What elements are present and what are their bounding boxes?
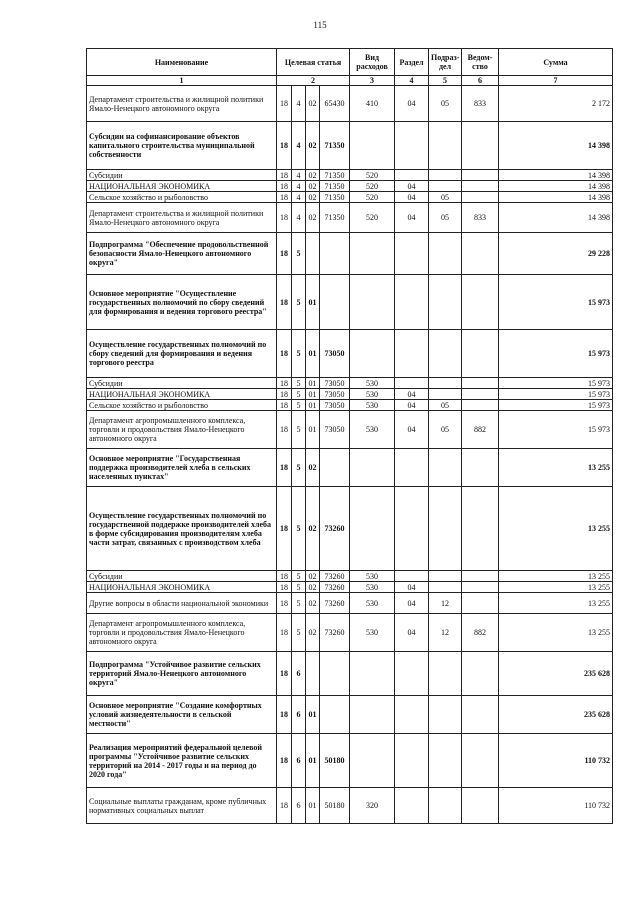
target-code-4: 73050	[320, 400, 350, 411]
target-code-1: 18	[277, 593, 292, 614]
target-code-2: 6	[292, 788, 306, 824]
subsection	[429, 233, 462, 275]
target-code-3: 01	[306, 734, 320, 788]
department-code	[462, 330, 499, 378]
target-code-4: 71350	[320, 192, 350, 203]
target-code-4	[320, 233, 350, 275]
column-number: 6	[462, 76, 499, 86]
row-name: Подпрограмма "Обеспечение продовольственной безопасности Ямало-Ненецкого автономного округа"	[87, 233, 277, 275]
section: 04	[395, 614, 429, 652]
target-code-4: 50180	[320, 788, 350, 824]
amount: 13 255	[499, 614, 613, 652]
expense-type	[350, 275, 395, 330]
target-code-4	[320, 275, 350, 330]
target-code-2: 5	[292, 330, 306, 378]
row-name: Департамент агропромышленного комплекса, торговли и продовольствия Ямало-Ненецкого автономного округа	[87, 614, 277, 652]
target-code-4: 65430	[320, 86, 350, 122]
target-code-4: 73260	[320, 614, 350, 652]
section	[395, 330, 429, 378]
department-code	[462, 275, 499, 330]
target-code-2: 5	[292, 614, 306, 652]
department-code: 833	[462, 203, 499, 233]
amount: 15 973	[499, 275, 613, 330]
row-name: Субсидии	[87, 378, 277, 389]
target-code-2: 6	[292, 696, 306, 734]
target-code-1: 18	[277, 571, 292, 582]
amount: 15 973	[499, 330, 613, 378]
amount: 15 973	[499, 411, 613, 449]
expense-type: 530	[350, 411, 395, 449]
table-row	[87, 330, 613, 378]
amount: 110 732	[499, 734, 613, 788]
target-code-3: 02	[306, 593, 320, 614]
table-row	[87, 571, 613, 582]
department-code	[462, 734, 499, 788]
amount: 2 172	[499, 86, 613, 122]
target-code-3: 02	[306, 582, 320, 593]
target-code-3: 01	[306, 330, 320, 378]
subsection	[429, 788, 462, 824]
target-code-3: 02	[306, 449, 320, 487]
target-code-2: 5	[292, 275, 306, 330]
subsection: 05	[429, 411, 462, 449]
department-code	[462, 652, 499, 696]
expense-type: 520	[350, 192, 395, 203]
budget-table	[86, 48, 613, 824]
expense-type	[350, 487, 395, 571]
department-code	[462, 788, 499, 824]
target-code-4: 73260	[320, 593, 350, 614]
target-code-2: 5	[292, 449, 306, 487]
target-code-2: 5	[292, 571, 306, 582]
amount: 14 398	[499, 192, 613, 203]
section	[395, 788, 429, 824]
target-code-1: 18	[277, 122, 292, 170]
amount: 15 973	[499, 378, 613, 389]
table-row	[87, 696, 613, 734]
department-code	[462, 582, 499, 593]
department-code	[462, 449, 499, 487]
table-row	[87, 582, 613, 593]
target-code-1: 18	[277, 330, 292, 378]
row-name: Основное мероприятие "Государственная поддержка производителей хлеба в сельских населенных пунктах"	[87, 449, 277, 487]
row-name: Сельское хозяйство и рыболовство	[87, 400, 277, 411]
department-code: 882	[462, 411, 499, 449]
subsection	[429, 389, 462, 400]
subsection: 05	[429, 86, 462, 122]
department-code	[462, 378, 499, 389]
expense-type: 530	[350, 614, 395, 652]
table-row	[87, 378, 613, 389]
target-code-3: 01	[306, 788, 320, 824]
expense-type	[350, 734, 395, 788]
subsection: 05	[429, 400, 462, 411]
subsection	[429, 571, 462, 582]
target-code-2: 5	[292, 389, 306, 400]
section	[395, 652, 429, 696]
target-code-3: 02	[306, 571, 320, 582]
expense-type	[350, 233, 395, 275]
expense-type: 320	[350, 788, 395, 824]
header-name: Наименование	[87, 49, 277, 76]
department-code	[462, 593, 499, 614]
section	[395, 122, 429, 170]
section	[395, 170, 429, 181]
table-row	[87, 122, 613, 170]
target-code-4: 73050	[320, 378, 350, 389]
target-code-2: 4	[292, 86, 306, 122]
page-number: 115	[313, 20, 327, 30]
target-code-3: 02	[306, 122, 320, 170]
row-name: Департамент агропромышленного комплекса, торговли и продовольствия Ямало-Ненецкого автономного округа	[87, 411, 277, 449]
section: 04	[395, 593, 429, 614]
target-code-4: 71350	[320, 203, 350, 233]
subsection	[429, 275, 462, 330]
target-code-3: 02	[306, 181, 320, 192]
amount: 14 398	[499, 170, 613, 181]
row-name: Основное мероприятие "Осуществление государственных полномочий по сбору сведений для формирования и ведения торгового реестра"	[87, 275, 277, 330]
target-code-1: 18	[277, 487, 292, 571]
table-row	[87, 734, 613, 788]
department-code	[462, 696, 499, 734]
expense-type: 530	[350, 582, 395, 593]
target-code-1: 18	[277, 378, 292, 389]
section	[395, 571, 429, 582]
header-vedomstvo: Ведом-ство	[462, 49, 499, 76]
expense-type	[350, 122, 395, 170]
target-code-2: 5	[292, 582, 306, 593]
department-code	[462, 389, 499, 400]
department-code	[462, 487, 499, 571]
subsection: 05	[429, 203, 462, 233]
department-code	[462, 181, 499, 192]
target-code-4: 73050	[320, 411, 350, 449]
target-code-2: 5	[292, 593, 306, 614]
subsection	[429, 652, 462, 696]
target-code-1: 18	[277, 788, 292, 824]
column-number-row	[87, 76, 613, 86]
target-code-1: 18	[277, 275, 292, 330]
target-code-2: 4	[292, 122, 306, 170]
section	[395, 449, 429, 487]
department-code	[462, 233, 499, 275]
row-name: Осуществление государственных полномочий по сбору сведений для формирования и ведения торгового реестра	[87, 330, 277, 378]
section	[395, 378, 429, 389]
target-code-3: 02	[306, 170, 320, 181]
target-code-1: 18	[277, 233, 292, 275]
header-summa: Сумма	[499, 49, 613, 76]
amount: 15 973	[499, 400, 613, 411]
expense-type: 530	[350, 400, 395, 411]
table-row	[87, 233, 613, 275]
column-number: 2	[277, 76, 350, 86]
header-target: Целевая статья	[277, 49, 350, 76]
row-name: Департамент строительства и жилищной политики Ямало-Ненецкого автономного округа	[87, 203, 277, 233]
department-code	[462, 192, 499, 203]
row-name: Субсидии	[87, 170, 277, 181]
target-code-1: 18	[277, 389, 292, 400]
column-number: 7	[499, 76, 613, 86]
header-vid: Вид расходов	[350, 49, 395, 76]
table-row	[87, 487, 613, 571]
target-code-4	[320, 696, 350, 734]
target-code-3: 02	[306, 487, 320, 571]
section	[395, 487, 429, 571]
expense-type	[350, 330, 395, 378]
target-code-4: 71350	[320, 181, 350, 192]
row-name: Подпрограмма "Устойчивое развитие сельских территорий Ямало-Ненецкого автономного округа"	[87, 652, 277, 696]
target-code-4: 73260	[320, 487, 350, 571]
subsection	[429, 734, 462, 788]
expense-type: 410	[350, 86, 395, 122]
section: 04	[395, 389, 429, 400]
target-code-2: 5	[292, 233, 306, 275]
amount: 14 398	[499, 122, 613, 170]
target-code-4: 71350	[320, 170, 350, 181]
department-code	[462, 571, 499, 582]
expense-type	[350, 652, 395, 696]
department-code: 882	[462, 614, 499, 652]
expense-type: 520	[350, 181, 395, 192]
table-row	[87, 593, 613, 614]
section: 04	[395, 203, 429, 233]
amount: 14 398	[499, 203, 613, 233]
subsection	[429, 582, 462, 593]
target-code-1: 18	[277, 696, 292, 734]
target-code-2: 6	[292, 652, 306, 696]
header-podrazdel: Подраз-дел	[429, 49, 462, 76]
department-code	[462, 400, 499, 411]
department-code: 833	[462, 86, 499, 122]
subsection	[429, 122, 462, 170]
subsection: 12	[429, 593, 462, 614]
target-code-2: 6	[292, 734, 306, 788]
target-code-3: 02	[306, 614, 320, 652]
target-code-3: 02	[306, 203, 320, 233]
column-number: 4	[395, 76, 429, 86]
expense-type: 520	[350, 203, 395, 233]
amount: 110 732	[499, 788, 613, 824]
table-row	[87, 652, 613, 696]
amount: 13 255	[499, 593, 613, 614]
table-header-row	[87, 49, 613, 76]
amount: 13 255	[499, 487, 613, 571]
target-code-1: 18	[277, 614, 292, 652]
department-code	[462, 170, 499, 181]
target-code-4: 73260	[320, 571, 350, 582]
target-code-2: 4	[292, 192, 306, 203]
target-code-1: 18	[277, 652, 292, 696]
target-code-2: 4	[292, 181, 306, 192]
target-code-1: 18	[277, 449, 292, 487]
target-code-2: 5	[292, 411, 306, 449]
target-code-2: 5	[292, 400, 306, 411]
header-razdel: Раздел	[395, 49, 429, 76]
table-row	[87, 275, 613, 330]
table-row	[87, 614, 613, 652]
target-code-3: 01	[306, 275, 320, 330]
expense-type	[350, 449, 395, 487]
table-row	[87, 389, 613, 400]
target-code-1: 18	[277, 181, 292, 192]
target-code-4: 71350	[320, 122, 350, 170]
column-number: 3	[350, 76, 395, 86]
row-name: Департамент строительства и жилищной политики Ямало-Ненецкого автономного округа	[87, 86, 277, 122]
subsection	[429, 378, 462, 389]
table-row	[87, 400, 613, 411]
target-code-1: 18	[277, 734, 292, 788]
subsection	[429, 170, 462, 181]
expense-type	[350, 696, 395, 734]
target-code-1: 18	[277, 411, 292, 449]
target-code-3: 02	[306, 86, 320, 122]
table-row	[87, 86, 613, 122]
row-name: Субсидии на софинансирование объектов капитального строительства муниципальной собственности	[87, 122, 277, 170]
row-name: Осуществление государственных полномочий по государственной поддержке производителей хлеба в форме субсидирования производителям хлеба части затрат, связанных с производством хлеба	[87, 487, 277, 571]
table-row	[87, 203, 613, 233]
subsection	[429, 487, 462, 571]
subsection	[429, 181, 462, 192]
amount: 235 628	[499, 696, 613, 734]
target-code-2: 5	[292, 487, 306, 571]
column-number: 5	[429, 76, 462, 86]
target-code-3: 01	[306, 411, 320, 449]
target-code-4: 73260	[320, 582, 350, 593]
target-code-2: 4	[292, 203, 306, 233]
section	[395, 233, 429, 275]
subsection: 12	[429, 614, 462, 652]
subsection	[429, 696, 462, 734]
row-name: НАЦИОНАЛЬНАЯ ЭКОНОМИКА	[87, 582, 277, 593]
target-code-4: 50180	[320, 734, 350, 788]
target-code-1: 18	[277, 170, 292, 181]
target-code-1: 18	[277, 582, 292, 593]
subsection	[429, 449, 462, 487]
row-name: Реализация мероприятий федеральной целевой программы "Устойчивое развитие сельских территорий на 2014 - 2017 годы и на период до 2020 года"	[87, 734, 277, 788]
section: 04	[395, 400, 429, 411]
section	[395, 734, 429, 788]
expense-type: 520	[350, 170, 395, 181]
expense-type: 530	[350, 571, 395, 582]
target-code-2: 5	[292, 378, 306, 389]
target-code-4	[320, 652, 350, 696]
row-name: Социальные выплаты гражданам, кроме публичных нормативных социальных выплат	[87, 788, 277, 824]
table-row	[87, 170, 613, 181]
table-row	[87, 192, 613, 203]
target-code-1: 18	[277, 192, 292, 203]
target-code-4: 73050	[320, 389, 350, 400]
table-row	[87, 181, 613, 192]
target-code-3: 01	[306, 696, 320, 734]
table-row	[87, 788, 613, 824]
target-code-3	[306, 233, 320, 275]
target-code-2: 4	[292, 170, 306, 181]
section: 04	[395, 192, 429, 203]
target-code-3: 01	[306, 389, 320, 400]
row-name: Субсидии	[87, 571, 277, 582]
target-code-3: 01	[306, 378, 320, 389]
target-code-4: 73050	[320, 330, 350, 378]
section: 04	[395, 86, 429, 122]
row-name: Сельское хозяйство и рыболовство	[87, 192, 277, 203]
row-name: НАЦИОНАЛЬНАЯ ЭКОНОМИКА	[87, 181, 277, 192]
amount: 13 255	[499, 449, 613, 487]
amount: 29 228	[499, 233, 613, 275]
section: 04	[395, 181, 429, 192]
target-code-3: 01	[306, 400, 320, 411]
target-code-3: 02	[306, 192, 320, 203]
amount: 13 255	[499, 571, 613, 582]
department-code	[462, 122, 499, 170]
target-code-1: 18	[277, 86, 292, 122]
section	[395, 696, 429, 734]
target-code-3	[306, 652, 320, 696]
target-code-4	[320, 449, 350, 487]
row-name: НАЦИОНАЛЬНАЯ ЭКОНОМИКА	[87, 389, 277, 400]
target-code-1: 18	[277, 203, 292, 233]
expense-type: 530	[350, 389, 395, 400]
column-number: 1	[87, 76, 277, 86]
expense-type: 530	[350, 378, 395, 389]
row-name: Другие вопросы в области национальной экономики	[87, 593, 277, 614]
section	[395, 275, 429, 330]
target-code-1: 18	[277, 400, 292, 411]
subsection	[429, 330, 462, 378]
section: 04	[395, 582, 429, 593]
row-name: Основное мероприятие "Создание комфортных условий жизнедеятельности в сельской местности"	[87, 696, 277, 734]
amount: 14 398	[499, 181, 613, 192]
table-row	[87, 411, 613, 449]
amount: 15 973	[499, 389, 613, 400]
amount: 235 628	[499, 652, 613, 696]
amount: 13 255	[499, 582, 613, 593]
subsection: 05	[429, 192, 462, 203]
section: 04	[395, 411, 429, 449]
table-row	[87, 449, 613, 487]
expense-type: 530	[350, 593, 395, 614]
